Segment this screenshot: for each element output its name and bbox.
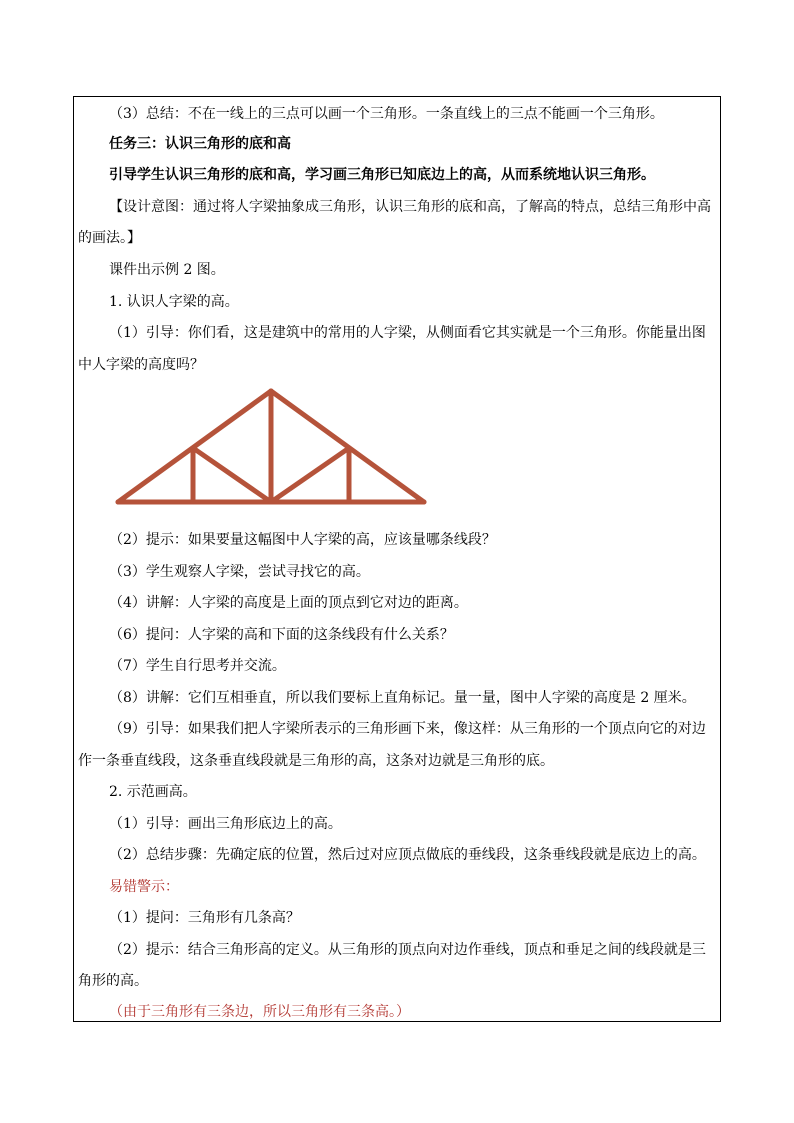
summary-three-points: （3）总结：不在一线上的三点可以画一个三角形。一条直线上的三点不能画一个三角形。 <box>109 106 664 122</box>
draw-height-guide: （1）引导：画出三角形底边上的高。 <box>109 816 342 832</box>
section-1-title: 1. 认识人字梁的高。 <box>109 294 239 310</box>
step-2-hint: （2）提示：如果要量这幅图中人字梁的高，应该量哪条线段？ <box>109 532 496 548</box>
step-4-explain: （4）讲解：人字梁的高度是上面的顶点到它对边的距离。 <box>109 595 468 611</box>
draw-height-summary: （2）总结步骤：先确定底的位置，然后过对应顶点做底的垂线段，这条垂线段就是底边上的高。 <box>109 847 706 863</box>
step-1-guide-line-1: （1）引导：你们看，这是建筑中的常用的人字梁，从侧面看它其实就是一个三角形。你能量出图 <box>109 325 706 341</box>
mistake-hint-line-1: （2）提示：结合三角形高的定义。从三角形的顶点向对边作垂线，顶点和垂足之间的线段就是三 <box>109 942 706 958</box>
mistake-question: （1）提问：三角形有几条高？ <box>109 910 300 926</box>
step-1-guide-line-2: 中人字梁的高度吗？ <box>78 357 204 373</box>
truss-left-brace <box>193 448 271 502</box>
design-intent-line-2: 的画法。】 <box>78 230 141 246</box>
step-9-guide-line-2: 作一条垂直线段，这条垂直线段就是三角形的高，这条对边就是三角形的底。 <box>78 753 554 769</box>
courseware-example: 课件出示例 2 图。 <box>109 262 225 278</box>
roof-truss-figure <box>110 385 432 511</box>
design-intent-line-1: 【设计意图：通过将人字梁抽象成三角形，认识三角形的底和高，了解高的特点，总结三角形中高 <box>109 199 711 215</box>
mistake-hint-line-2: 角形的高。 <box>78 973 148 989</box>
step-3-observe: （3）学生观察人字梁，尝试寻找它的高。 <box>109 564 370 580</box>
task-three-heading: 任务三：认识三角形的底和高 <box>109 136 291 152</box>
step-8-explain: （8）讲解：它们互相垂直，所以我们要标上直角标记。量一量，图中人字梁的高度是 2 厘米。 <box>109 690 696 706</box>
section-2-title: 2. 示范画高。 <box>109 784 197 800</box>
three-heights-note: （由于三角形有三条边，所以三角形有三条高。） <box>109 1004 410 1020</box>
step-6-question: （6）提问：人字梁的高和下面的这条线段有什么关系？ <box>109 627 454 643</box>
common-mistake-heading: 易错警示： <box>109 879 179 895</box>
task-three-intro: 引导学生认识三角形的底和高，学习画三角形已知底边上的高，从而系统地认识三角形。 <box>109 167 655 183</box>
step-9-guide-line-1: （9）引导：如果我们把人字梁所表示的三角形画下来，像这样：从三角形的一个顶点向它的对边 <box>109 721 706 737</box>
truss-right-brace <box>271 448 349 502</box>
step-7-discuss: （7）学生自行思考并交流。 <box>109 658 286 674</box>
